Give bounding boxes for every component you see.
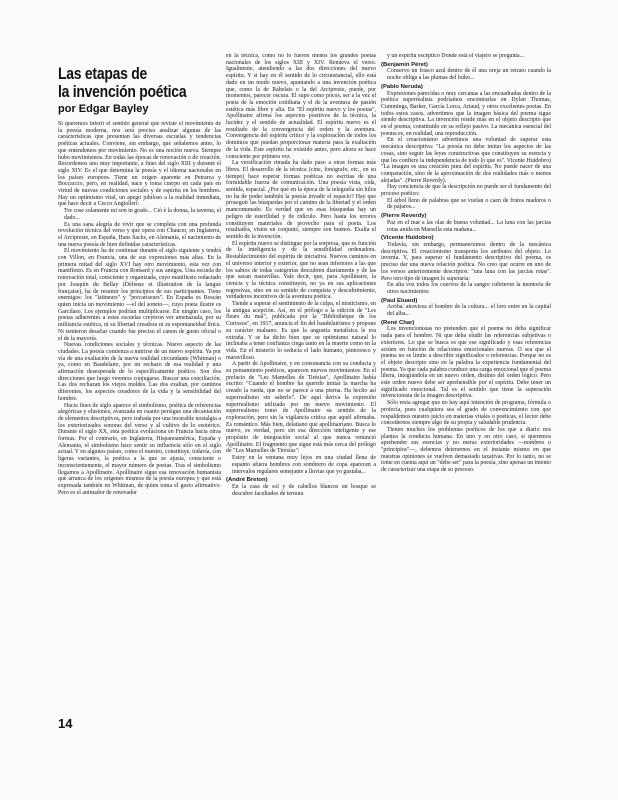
paragraph: El espíritu nuevo se distingue por la sorpresa, que es función de la inteligencia y de la sensibilidad ordenadora. Restablecimiento del espíritu de iniciativa. Nuevos caminos en el universo interior y exterior, que no sean inferiores a las que los sabios de todas categorías descubren diariamente y de las que sacan maravillas. Vale decir, que, para Apollinaire, la ciencia y la técnica constituyen, no ya en sus aplicaciones regresivas, sino en su sentido de conquista y descubrimiento, verdaderos incentivos de la aventura poética. — [226, 240, 376, 301]
paragraph: A partir de Apollinaire, y en consonancia con su conducta y su pensamiento poéticos, aparecen nuevos movimientos. En el prefacio de "Les Mamelles de Tirésias", Apollinaire había escrito: "Cuando el hombre ha querido imitar la marcha ha creado la rueda, que no se parece a una pierna. Ha hecho así superrealismo sin saberlo". De aquí deriva la expresión superrealismo utilizada por un nuevo movimiento. El superrealismo tomó de Apollinaire su sentido de la exploración, pero sin la vigilancia crítica que aquél afirmaba. Es romántico. Más bien, delatiano que apollinairiano. Busca lo nuevo, es verdad, pero sin esa dirección inteligente y ese propósito de integración social al que nunca renunció Apollinaire. El fragmento que sigue está más cerca del prólogo de "Les Mamelles de Tirésias": — [226, 361, 376, 455]
verse-quote: y un espíritu escéptico Donde está el viajero se pregunta... — [387, 53, 525, 59]
paragraph: Todavía, sin embargo, permanecemos dentro de la mecánica descriptiva. El creacionismo transporta los atributos del objeto. Lo inventa. Y, para superar el fundamento descriptivo del poema, es preciso dar una nueva relación poética. No creo que ocurre en uno de los versos anteriormente descriptos: "una luna con las jarcias rotas". Pero otro tipo de imagen lo superaría: — [381, 241, 551, 282]
text-column-1 — [58, 121, 221, 691]
verse-quote: Paz en el mar a las olas de buena voluntad... La luna con las jarcias rotas anida en Marsella esta mañana... — [387, 219, 551, 233]
verse-quote: En la casa de sol y de cabellos blancos un bosque se descubre facultades de ternura — [232, 484, 376, 497]
verse-author: (Pablo Neruda) — [381, 83, 423, 90]
verse-quote: Tre cose solamente mi son in grado... Ciò è la donna, la taverna, el dado... — [64, 208, 221, 221]
article-title — [58, 65, 197, 101]
text-column-3 — [381, 53, 551, 693]
verse-author: (Benjamin Péret) — [381, 61, 428, 68]
verse-author: (René Char) — [381, 319, 415, 326]
paragraph: La versificación rimada ha dado paso a otras formas más libres. El desarrollo de la técnica (cine, fonógrafo, etc., en su tiempo) hace esperar formas poéticas no escritas de una formidable fuerza de comunicación. Una poesía vista, oída, sentida, espacial. ¿Por qué en la época de la telegrafía sin hilos no ha de poder también la poesía invadir el espacio? Hay que proseguir las búsquedas por el camino de la libertad y el orden mancomunado. Es verdad que en esas búsquedas hay un peligro de esterilidad y de ridículo. Pero hasta los errores constituyen materiales de provecho para el poeta. Los resultados, vistos en conjunto, siempre son buenos. Exalta el sentido de la invención. — [226, 160, 376, 240]
verse-author: (Vicente Huidobro) — [381, 235, 434, 242]
verse-quote: Arriba: atraviesa el hombre de la cultura... el loro entre en la capital del alba... — [387, 304, 551, 318]
paragraph: Expresiones parecidas o muy cercanas a las encuadradas dentro de la poética superrealista podríamos encontrarlas en Dylan Thomas, Cummings, Barker, García Lorca, Artaud, y otros excelentes poetas. En todos estos casos, advertimos que la imagen básica del poema sigue siendo descriptiva. La invención reside más en el objeto descripto que en el poema, constituido en su reflejo pasivo. La mecánica esencial del poema es, en realidad, una reproducción. — [381, 90, 551, 137]
paragraph: Sólo resta agregar que no hay aquí intención de programa, fórmula o profecía, pues cualquiera sea el grado de convencimiento con que respaldemos nuestro juicio en materias vitales o poéticas, el lector debe concedernos siempre algo de su propia y saludable prudencia. — [381, 400, 551, 427]
verse-author: (Pierre Reverdy) — [381, 213, 427, 220]
paragraph: Es una sana alegría de vivir que se completa con una profunda revolución técnica del verso y que opera con Chaucer, en Inglaterra, el Arcipreste, en España, Hans Sachs, en Alemania, el nacimiento de una nueva poesía de bien definidas características. — [58, 221, 221, 248]
page-number: 14 — [58, 716, 73, 731]
article-byline: por Edgar Bayley — [58, 103, 149, 115]
paragraph: Hacia fines de siglo aparece el simbolismo, poética de referencias alegóricas y elusiones, avanzada en cuanto persigue una decantación de elementos descriptivos, pero trabada por una incurable nostalgia a los exteriorizades sonoras del verso y al cultivo de lo esotérico. Durante el siglo XX, esta poética evoluciona en Francia hacia otras formas. Por el contrario, en Inglaterra, Hispanoamérica, España y Alemania, el simbolismo hace sentir su influencia sólo en el siglo actual. Y en algunos países, como el nuestro, constituye, todavía, con ligeras variantes, la poética a la que se ajusta, consciente o inconscientemente, el mayor número de poetas. Tras el simbolismo llegamos a Apollinaire. Apollinaire sigue esa renovación humanista que arranca de los orígenes mismos de la poesía europea y que está expresada también en Whitman, de quien toma el gesto afirmativo. Pero es el animador de renovador — [58, 402, 221, 496]
title-line-1: Las etapas de — [58, 64, 148, 83]
paragraph: en la técnica, como no lo fueron menos los grandes poetas nacionales de los siglos XIII y XIV. Renueva el verso. Igualmente, atendiendo a las dos direcciones del nuevo espíritu. Y si hay en él sentido de lo circunstancial, ello está dado en un modo nuevo, apuntando a una invención poética que, como la de Rabelais o la del Arcipreste, puede, por momentos, parecer oscura. El supo como pocos, ser a la vez el poeta de la emoción cotidiana y el de la aventura de pasión estética más libre y alta. En "El espíritu nuevo y los poetas", Apollinaire afirma los aspectos positivos de la técnica, la lucidez y el sentido de actualidad. El espíritu nuevo es el resultado de la convergencia del orden y la aventura. Convergencia del espíritu crítico y la exploración de todos los dominios que puedan proporcionar materia para la exaltación de la vida. Este espíritu ha existido antes, pero ahora se hace consciente por primera vez. — [226, 53, 376, 160]
verse-author: (André Breton) — [226, 477, 268, 484]
paragraph: Tienen muchos los problemas poéticos de los que a diario nos plantea la conducta humana. En uno y en otro caso, si queremos aprehender sus esencias y no meras exterioridades —nombres o "principios"—, debemos detenernos en el instante mismo en que nuestras opiniones se vuelven demasiado taxativas. Por lo tanto, no se tome en cuenta aquí un "debe ser" para la poesía, sino apenas un intento de caracterizar una etapa de su proceso. — [381, 426, 551, 474]
verse-author: (Paul Eluard) — [381, 297, 418, 304]
paragraph: Los invencionistas no pretenden que el poema no deba significar nada para el hombre. Ni que deba eludir las referencias subjetivas o exteriores. Lo que se busca es que ese significado y esas referencias actúen en función de relaciones emocionales nuevas. O sea que el poema no se limite a describir significados o referencias. Porque no es el objeto descripto sino en la palabra la experiencia fundamental del poema. Ya que cada palabra conduce una carga emocional que el poema libera, integrándola en un nuevo orden, distinto del orden lógico. Pero este orden nuevo debe ser aprehensible por el espíritu. Debe tener un significado emocional. Tal es el sentido que tiene la superación invencionista de la imagen descriptiva. — [381, 326, 551, 400]
paragraph: Nuevas condiciones sociales y técnicas. Nuevo aspecto de las ciudades. La poesía comienza a nutrirse de un nuevo espíritu. Ya por vía de una exaltación de la nueva realidad circundante (Whitman) o ya, como en Baudelaire, por un rechazo de esa realidad y una afirmación desesperada de lo específicamente poético. Son dos direcciones que luego veremos conjugarse. Buscar una conciliación. Las dos rechazan los viejos moldes. Las dos exaltan, por caminos diferentes, los aspectos creadores de la vida y la sensibilidad del hombre. — [58, 342, 221, 402]
text-column-2 — [226, 53, 376, 693]
verse-quote: El árbol lleno de palabras que se vuelan o caen de frutos maduros o de pájaros... — [387, 197, 551, 211]
paragraph: En el creacionismo advertimos una voluntad de superar esta mecánica descriptiva: "La poesía no debe imitar los aspectos de las cosas, sino seguir las leyes constructivas que constituyen su esencia y que les confiere la independencia de todo lo que es". Vicente Huidobro) "La imagen es una creación pura del espíritu. No puede nacer de una comparación, sino de la aproximación de dos realidades más o menos alejadas". (Pierre Reverdy). — [381, 137, 551, 184]
paragraph: Hay conciencia de que la descripción no puede ser el fundamento del proceso poético: — [381, 184, 551, 198]
verse-quote: Estoy en la ventana muy lejos en una ciudad llena de espanto afuera hombres con sombrero de copa aparecen a intervalos regulares semejante a lluvias que yo gustaba... — [232, 455, 376, 475]
paragraph: El movimiento ha de continuar durante el siglo siguiente y tendrá con Villon, en Francia, una de sus expresiones más altas. En la primera mitad del siglo XVI hay otro movimiento, esta vez con manifiesto. Es en Francia con Ronsard y sus amigos. Una escuela de renovación total, consciente y organizada, cuyo manifiesto redactado por Joaquín du Bellay (Défense et illustration de la langue française), ha de resumir los principios de sus participantes. Tiene enemigos: los "latineurs" y "precariseurs". En España es Boscán quien inicia un movimiento —el del soneto—, cuyo poeta ilustre es Garcilaso. Los ejemplos podrían multiplicarse. En ningún caso, los poetas adherentes a estas escuelas creyeron ver amenazada, por su militancia estética, ni su libertad creadora ni su espontaneidad lírica. Ni temieron desafiar cuando fue preciso el canon de gusto oficial o el de la mayoría. — [58, 248, 221, 342]
title-line-2: la invención poética — [58, 82, 187, 101]
verse-quote: Conservo un frasco azul dentro de él una oreja un retrato cuando la noche obliga a las plumas del búho... — [387, 68, 551, 82]
paragraph: Si queremos inferir el sentido general que reviste el movimiento de la poesía moderna, nos será preciso analizar algunas de las características que presentan las diversas escuelas y tendencias poéticas actuales. Conviene, sin embargo, que señalemos antes, lo que entendemos por movimiento. No es una noción nueva. Siempre hubo movimientos. En todas las épocas de renovación o de creación. Recordemos uno muy importante, a fines del siglo XIII y durante el siglo XIV. Es el que determina la poesía y el idioma nacionales en los países europeos. Tiene un origen aparente en Petrarca y Boccaccio, pero, en realidad, nace y toma cuerpo en cada país en virtud de nuevas condiciones sociales y de espíritu en los hombres. Hay un optimismo vital, un apego jubiloso a la realidad inmediata, que hace decir a Cecco Angiolieri: — [58, 121, 221, 208]
verse-quote: En alta voz todos los cuervos de la sangre cubrieron la memoria de otros nacimientos — [387, 282, 551, 295]
paragraph: Tiende a superar el sentimiento de la culpa, el misticismo, en la antigua acepción. Así, en el prólogo a la edición de "Les fleurs du mal", publicada por la "Bibliothèque de los Curiosos", en 1917, anuncia el fin del baudelairismo y propone su carácter malsano. Es que la angustia metafísica le era extraña. Y se ha dicho bien que su optimismo natural lo inclinaba a tener confianza ciega tanto en la muerte como en la vida. En el misterio lo seducía el lado humano, pintoresco y maravilloso. — [226, 301, 376, 361]
